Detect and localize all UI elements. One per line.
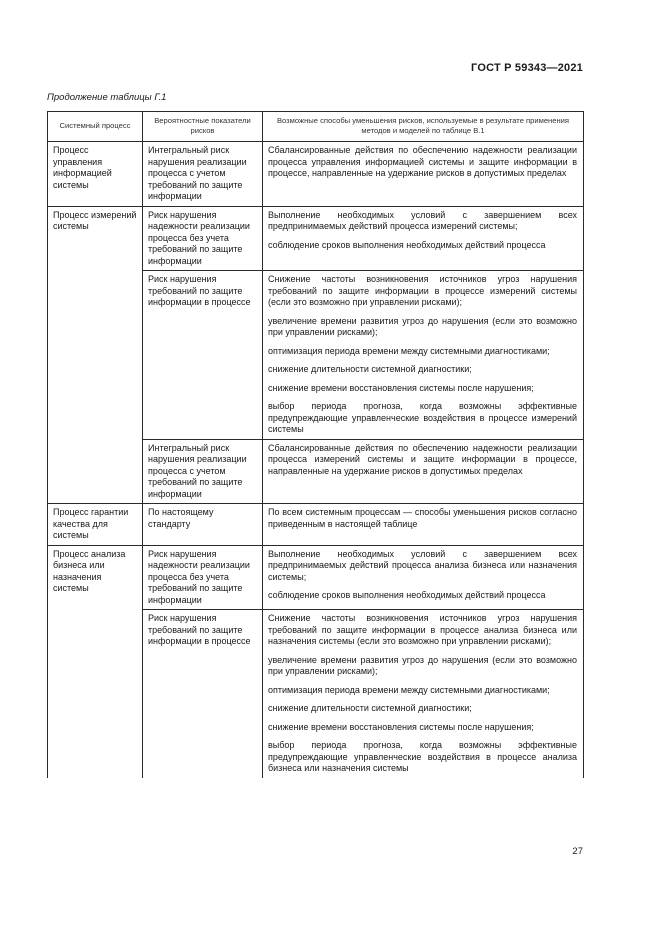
method-item: соблюдение сроков выполнения необходимых действий процесса (268, 590, 546, 600)
process-cell: Процесс управления информацией системы (48, 142, 143, 207)
process-cell: Процесс измерений системы (48, 206, 143, 504)
column-header-indicator: Вероятностные показатели рисков (143, 112, 263, 142)
method-item: Снижение частоты возникновения источников угроз нарушения требований по защите информации в процессе измерений системы (если это возможно при управлении рисками); (268, 274, 577, 307)
table-caption: Продолжение таблицы Г.1 (47, 92, 167, 103)
indicator-cell: Риск нарушения надежности реализации процесса без учета требований по защите информации (143, 206, 263, 271)
method-item: По всем системным процессам — способы уменьшения рисков согласно приведенным в настоящей таблице (268, 507, 577, 529)
method-item: соблюдение сроков выполнения необходимых действий процесса (268, 239, 546, 250)
column-header-process: Системный процесс (48, 112, 143, 142)
methods-cell (263, 545, 584, 610)
indicator-cell: Интегральный риск нарушения реализации процесса с учетом требований по защите информации (143, 142, 263, 207)
method-item: оптимизация периода времени между системными диагностиками; (268, 345, 550, 356)
method-item: Выполнение необходимых условий с завершением всех предпринимаемых действий процесса измерений системы; (268, 209, 577, 231)
method-item: увеличение времени развития угроз до нарушения (если это возможно при управлении рисками); (268, 315, 577, 337)
method-item: снижение времени восстановления системы после нарушения; (268, 721, 534, 732)
method-item: Выполнение необходимых условий с завершением всех предпринимаемых действий процесса анализа бизнеса или назначения системы; (268, 548, 577, 582)
indicator-cell: По настоящему стандарту (143, 504, 263, 546)
methods-cell (263, 504, 584, 546)
methods-cell (263, 271, 584, 440)
method-item: Снижение частоты возникновения источников угроз нарушения требований по защите информации в процессе анализа бизнеса или назначения системы (если это возможно при управлении рисками); (268, 613, 577, 646)
method-item: выбор периода прогноза, когда возможны эффективные предупреждающие управленческие воздействия в процессе измерений системы (268, 401, 577, 434)
process-cell: Процесс анализа бизнеса или назначения системы (48, 545, 143, 778)
table-header-row (48, 112, 584, 142)
methods-cell (263, 439, 584, 504)
indicator-cell: Риск нарушения требований по защите информации в процессе (143, 610, 263, 778)
indicator-cell: Риск нарушения требований по защите информации в процессе (143, 271, 263, 440)
methods-cell (263, 610, 584, 778)
methods-cell (263, 142, 584, 207)
indicator-cell: Интегральный риск нарушения реализации процесса с учетом требований по защите информации (143, 439, 263, 504)
method-item: Сбалансированные действия по обеспечению надежности реализации процесса управления информацией системы и защите информации в процессе, направленные на удержание рисков в допустимых пределах (268, 145, 577, 178)
method-item: оптимизация периода времени между системными диагностиками; (268, 684, 550, 695)
process-cell: Процесс гарантии качества для системы (48, 504, 143, 546)
column-header-methods: Возможные способы уменьшения рисков, используемые в результате применения методов и моделей по таблице В.1 (263, 112, 584, 142)
risk-reduction-table (47, 111, 584, 778)
method-item: снижение длительности системной диагностики; (268, 703, 472, 713)
page-number: 27 (572, 846, 583, 857)
method-item: увеличение времени развития угроз до нарушения (если это возможно при управлении рисками); (268, 654, 577, 676)
method-item: выбор периода прогноза, когда возможны эффективные предупреждающие управленческие воздействия в процессе анализа бизнеса или назначения системы (268, 740, 577, 773)
method-item: снижение времени восстановления системы после нарушения; (268, 382, 534, 393)
methods-cell (263, 206, 584, 271)
table-row (48, 142, 584, 207)
table-row (48, 545, 584, 610)
method-item: снижение длительности системной диагностики; (268, 364, 472, 374)
indicator-cell: Риск нарушения надежности реализации процесса без учета требований по защите информации (143, 545, 263, 610)
standard-code: ГОСТ Р 59343—2021 (471, 62, 583, 74)
table-row (48, 206, 584, 271)
table-row (48, 504, 584, 546)
method-item: Сбалансированные действия по обеспечению надежности реализации процесса измерений системы и защите информации в процессе, направленные на удержание рисков в допустимых пределах (268, 442, 577, 476)
